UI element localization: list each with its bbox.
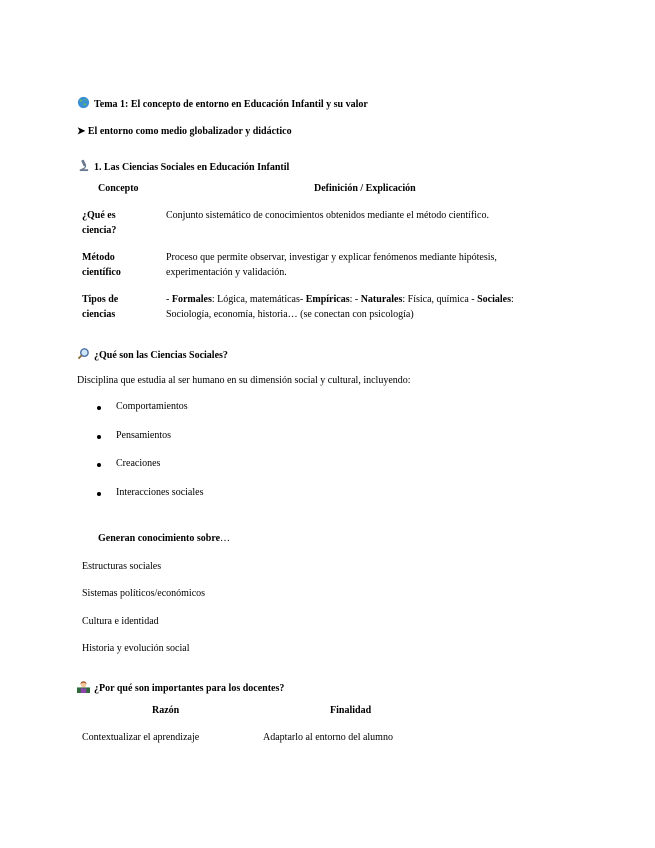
table-header-concepto: Concepto bbox=[98, 183, 139, 194]
table-row-definition: Conjunto sistemático de conocimientos obtenidos mediante el método científico. bbox=[166, 210, 489, 221]
table-row-reason: Contextualizar el aprendizaje bbox=[82, 732, 200, 743]
document-title: Tema 1: El concepto de entorno en Educación Infantil y su valor bbox=[77, 96, 368, 110]
generate-heading: Generan conocimiento sobre… bbox=[98, 533, 231, 544]
section-heading-que-son: ¿Qué son las Ciencias Sociales? bbox=[77, 347, 228, 361]
list-item: Creaciones bbox=[116, 458, 161, 469]
table-row-definition: - Formales: Lógica, matemáticas- Empíricas: - Naturales: Física, química - Sociales: Sociología, economía, historia… (se conectan con psicología) bbox=[166, 294, 514, 320]
teacher-icon bbox=[77, 680, 90, 693]
table-header-razon: Razón bbox=[152, 705, 180, 716]
list-item: Interacciones sociales bbox=[116, 487, 204, 498]
list-item: Pensamientos bbox=[116, 430, 171, 441]
bullet-icon bbox=[97, 492, 101, 496]
table-row-concept: Método científico bbox=[82, 252, 121, 278]
table-header-finalidad: Finalidad bbox=[330, 705, 372, 716]
table-row-concept: ¿Qué es ciencia? bbox=[82, 210, 117, 236]
list-item: Historia y evolución social bbox=[82, 643, 190, 654]
list-item: Sistemas políticos/económicos bbox=[82, 588, 206, 599]
intro-paragraph: Disciplina que estudia al ser humano en su dimensión social y cultural, incluyendo: bbox=[77, 375, 411, 386]
table-header-definicion: Definición / Explicación bbox=[314, 183, 416, 194]
table-row-definition: Proceso que permite observar, investigar y explicar fenómenos mediante hipótesis, experimentación y validación. bbox=[166, 252, 497, 278]
bullet-icon bbox=[97, 463, 101, 467]
globe-icon bbox=[77, 96, 90, 109]
list-item: Cultura e identidad bbox=[82, 616, 159, 627]
table-row-concept: Tipos de ciencias bbox=[82, 294, 119, 320]
bullet-icon bbox=[97, 435, 101, 439]
section-heading-ciencias-sociales: 1. Las Ciencias Sociales en Educación Infantil bbox=[77, 159, 289, 173]
microscope-icon bbox=[77, 159, 90, 172]
arrow-icon: ➤ bbox=[77, 126, 86, 137]
section-heading-docentes: ¿Por qué son importantes para los docentes? bbox=[77, 680, 284, 694]
list-item: Comportamientos bbox=[116, 401, 188, 412]
list-item: Estructuras sociales bbox=[82, 561, 162, 572]
table-row-purpose: Adaptarlo al entorno del alumno bbox=[263, 732, 393, 743]
magnifier-icon bbox=[77, 347, 90, 360]
bullet-icon bbox=[97, 406, 101, 410]
subtitle: ➤ El entorno como medio globalizador y didáctico bbox=[77, 126, 292, 137]
